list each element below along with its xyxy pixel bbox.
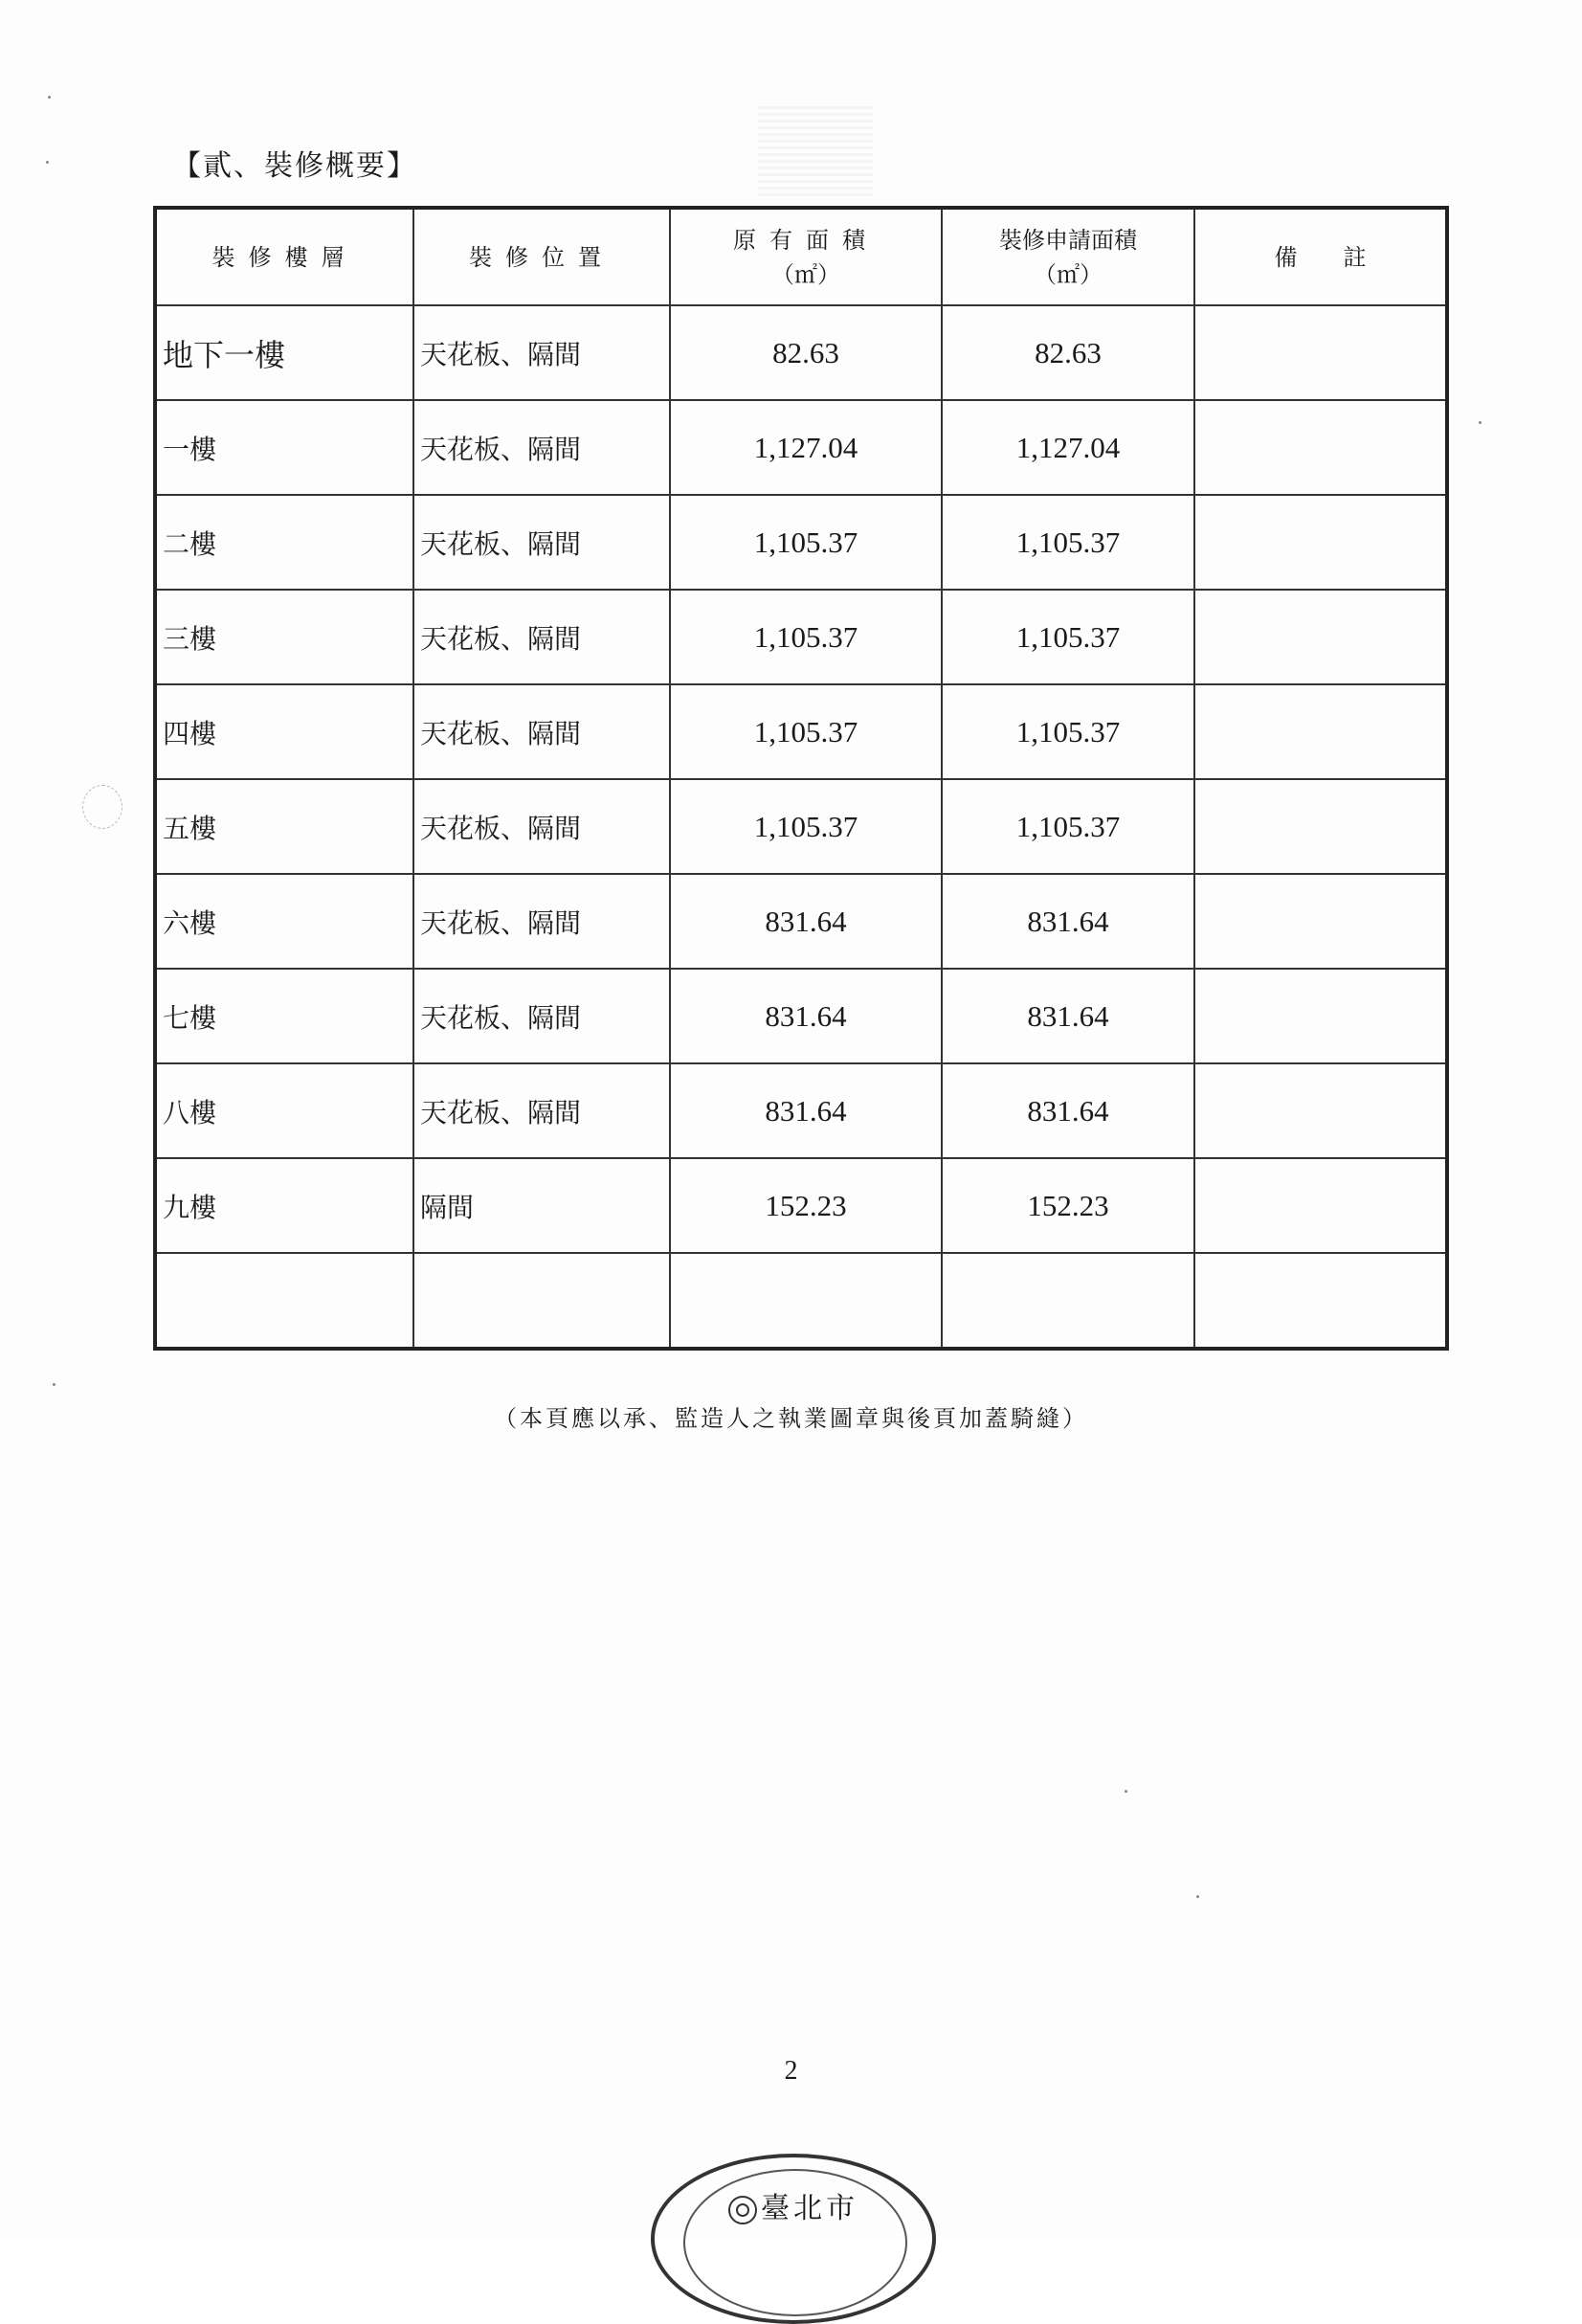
table-row [155,969,1447,1063]
original-area-cell: 82.63 [670,305,942,400]
scan-speck [53,1383,56,1386]
header-applied-area-label: 裝修申請面積 [999,226,1137,254]
table-row [155,874,1447,969]
header-original-area-label: 原有面積 [733,226,879,254]
table-row [155,400,1447,495]
location-cell: 天花板、隔間 [413,590,670,684]
table-row [155,590,1447,684]
remarks-cell [1194,779,1447,874]
official-seal [651,2154,936,2324]
floor-cell: 四樓 [155,684,413,779]
original-area-cell: 831.64 [670,969,942,1063]
applied-area-cell: 82.63 [942,305,1194,400]
floor-cell: 一樓 [155,400,413,495]
location-cell: 天花板、隔間 [413,495,670,590]
table-row [155,1063,1447,1158]
floor-cell: 八樓 [155,1063,413,1158]
floor-cell: 三樓 [155,590,413,684]
original-area-cell: 1,105.37 [670,684,942,779]
location-cell: 天花板、隔間 [413,305,670,400]
scan-speck [1196,1895,1199,1898]
scan-speck [48,96,51,99]
table-row [155,1158,1447,1253]
renovation-summary-table [153,206,1449,1351]
applied-area-cell: 1,105.37 [942,779,1194,874]
remarks-cell [1194,400,1447,495]
header-applied-area [942,208,1194,305]
scan-speck [1479,421,1482,424]
table-row [155,305,1447,400]
remarks-cell [1194,1158,1447,1253]
floor-cell: 六樓 [155,874,413,969]
header-original-area [670,208,942,305]
applied-area-cell: 831.64 [942,969,1194,1063]
floor-cell: 七樓 [155,969,413,1063]
location-cell: 天花板、隔間 [413,969,670,1063]
remarks-cell [1194,969,1447,1063]
floor-cell: 五樓 [155,779,413,874]
table-body [155,305,1447,1349]
location-cell: 天花板、隔間 [413,779,670,874]
location-cell: 天花板、隔間 [413,874,670,969]
remarks-cell [1194,590,1447,684]
floor-cell: 地下一樓 [155,305,413,400]
original-area-cell: 831.64 [670,874,942,969]
original-area-cell: 1,105.37 [670,590,942,684]
location-cell: 天花板、隔間 [413,1063,670,1158]
remarks-cell [1194,874,1447,969]
remarks-cell [1194,684,1447,779]
emblem-icon [728,2196,757,2224]
applied-area-cell [942,1253,1194,1349]
seal-text: 臺北市 [761,2192,858,2225]
scan-speck [1125,1790,1127,1793]
original-area-cell: 1,105.37 [670,495,942,590]
scan-speck [46,161,49,164]
page-number: 2 [784,2056,798,2086]
original-area-cell: 1,127.04 [670,400,942,495]
table-header-row [155,208,1447,305]
table-row [155,1253,1447,1349]
location-cell: 隔間 [413,1158,670,1253]
table-row [155,779,1447,874]
remarks-cell [1194,305,1447,400]
floor-cell: 九樓 [155,1158,413,1253]
location-cell: 天花板、隔間 [413,400,670,495]
header-remarks: 備 註 [1194,208,1447,305]
floor-cell [155,1253,413,1349]
applied-area-cell: 831.64 [942,1063,1194,1158]
applied-area-cell: 152.23 [942,1158,1194,1253]
table-row [155,495,1447,590]
applied-area-cell: 1,105.37 [942,684,1194,779]
remarks-cell [1194,1063,1447,1158]
location-cell: 天花板、隔間 [413,684,670,779]
header-original-area-unit: （㎡） [771,260,840,288]
punch-hole-mark [82,785,123,829]
floor-cell: 二樓 [155,495,413,590]
remarks-cell [1194,1253,1447,1349]
header-location: 裝修位置 [413,208,670,305]
remarks-cell [1194,495,1447,590]
location-cell [413,1253,670,1349]
applied-area-cell: 1,105.37 [942,590,1194,684]
header-applied-area-unit: （㎡） [1034,260,1103,288]
applied-area-cell: 1,127.04 [942,400,1194,495]
applied-area-cell: 1,105.37 [942,495,1194,590]
header-floor: 裝修樓層 [155,208,413,305]
original-area-cell: 1,105.37 [670,779,942,874]
original-area-cell: 152.23 [670,1158,942,1253]
applied-area-cell: 831.64 [942,874,1194,969]
footnote: （本頁應以承、監造人之執業圖章與後頁加蓋騎縫） [494,1405,1088,1432]
original-area-cell [670,1253,942,1349]
section-title: 【貳、裝修概要】 [172,149,417,183]
faint-stamp-mark [758,105,873,196]
original-area-cell: 831.64 [670,1063,942,1158]
table-row [155,684,1447,779]
